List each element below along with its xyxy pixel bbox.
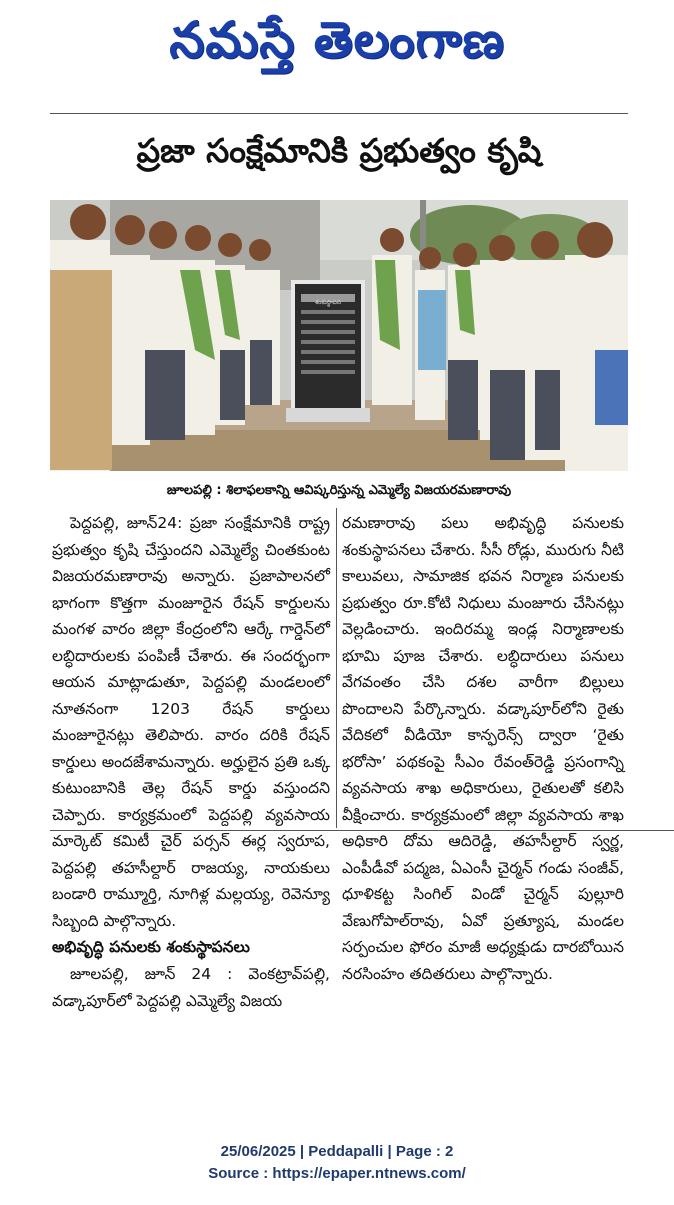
article-headline: ప్రజా సంక్షేమానికి ప్రభుత్వం కృషి bbox=[136, 131, 542, 170]
column-divider bbox=[336, 508, 337, 828]
photo-caption: జూలపల్లి : శిలాఫలకాన్ని ఆవిష్కరిస్తున్న ఎమ్మెల్యే విజయరమణారావు bbox=[166, 483, 512, 498]
footer-dateline: 25/06/2025 | Peddapalli | Page : 2 bbox=[220, 1143, 454, 1160]
article-photo bbox=[50, 200, 628, 471]
bottom-rule bbox=[50, 830, 674, 831]
plaque-text: శంకుస్థాపన bbox=[314, 299, 342, 306]
footer-source: Source : https://epaper.ntnews.com/ bbox=[208, 1165, 466, 1182]
article-column-right bbox=[342, 510, 624, 987]
article-paragraph: పెద్దపల్లి, జూన్24: ప్రజా సంక్షేమానికి రాష్ట్ర ప్రభుత్వం కృషి చేస్తుందని ఎమ్మెల్యే చింతకుంట విజయరమణారావు అన్నారు. ప్రజాపాలనలో భాగంగా కొత్తగా మంజూరైన రేషన్ కార్డులను మంగళ వారం జిల్లా కేంద్రంలోని ఆర్కే గార్డెన్‌లో లబ్ధిదారులకు పంపిణీ చేశారు. ఈ సందర్భంగా ఆయన మాట్లాడుతూ, పెద్దపల్లి మండలంలో నూతనంగా 1203 రేషన్ కార్డులు మంజూరైనట్లు తెలిపారు. వారం దరికి రేషన్ కార్డులు అందజేశామన్నారు. అర్హులైన ప్రతి ఒక్క కుటుంబానికి తెల్ల రేషన్ కార్డు వస్తుందని చెప్పారు. కార్యక్రమంలో పెద్దపల్లి వ్యవసాయ మార్కెట్ కమిటీ చైర్ పర్సన్ ఈర్ల స్వరూప, పెద్దపల్లి తహసీల్దార్ రాజయ్య, నాయకులు బండారి రామ్మూర్తి, నూగిళ్ల మల్లయ్య, రెవెన్యూ సిబ్బంది పాల్గొన్నారు. bbox=[52, 514, 330, 930]
article-subheading: అభివృద్ధి పనులకు శంకుస్థాపనలు bbox=[52, 938, 250, 956]
article-paragraph: రమణారావు పలు అభివృద్ధి పనులకు శంకుస్థాపనలు చేశారు. సీసీ రోడ్లు, మురుగు నీటి కాలువలు, సామాజిక భవన నిర్మాణ పనులకు ప్రభుత్వం రూ.కోటి నిధులు మంజూరు చేసినట్లు వెల్లడించారు. ఇందిరమ్మ ఇండ్ల నిర్మాణాలకు భూమి పూజ చేశారు. లబ్ధిదారులు పనులు వేగవంతం చేసి దశల వారీగా బిల్లులు పొందాలని పేర్కొన్నారు. వడ్కాపూర్‌లోని రైతు వేదికలో వీడియో కాన్ఫరెన్స్ ద్వారా ‘రైతు భరోసా’ పథకంపై సీఎం రేవంత్‌రెడ్డి ప్రసంగాన్ని వ్యవసాయ శాఖ అధికారులు, రైతులతో కలిసి వీక్షించారు. కార్యక్రమంలో జిల్లా వ్యవసాయ శాఖ అధికారి దోమ ఆదిరెడ్డి, తహసీల్దార్ స్వర్ణ, ఎంపీడీవో పద్మజ, ఏఎంసీ చైర్మన్ గండు సంజీవ్, ధూళికట్ట సింగిల్ విండో చైర్మన్ పుల్లూరి వేణుగోపాల్‌రావు, ఏవో ప్రత్యూష, మండల సర్పంచుల ఫోరం మాజీ అధ్యక్షుడు దారబోయిన నరసింహం తదితరులు పాల్గొన్నారు. bbox=[342, 514, 624, 983]
newspaper-title: నమస్తే తెలంగాణ bbox=[169, 11, 505, 69]
masthead bbox=[0, 0, 674, 80]
article-paragraph: జూలపల్లి, జూన్ 24 : వెంకట్రావ్‌పల్లి, వడ్కాపూర్‌లో పెద్దపల్లి ఎమ్మెల్యే విజయ bbox=[52, 965, 330, 1010]
article-column-left bbox=[52, 510, 330, 1014]
top-rule bbox=[50, 113, 628, 114]
